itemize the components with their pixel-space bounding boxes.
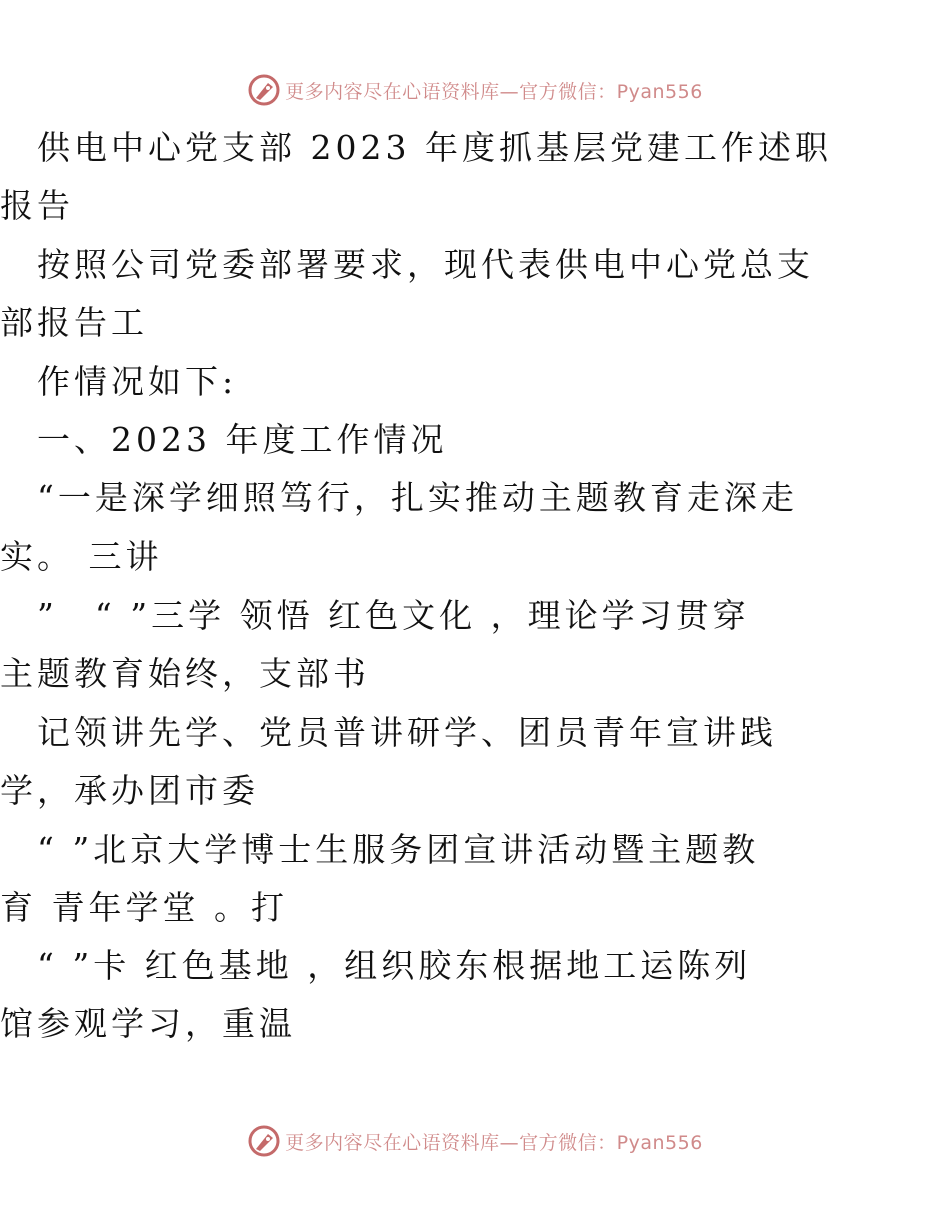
pen-nib-logo-icon [247, 1124, 281, 1158]
paragraph-line: 学，承办团市委 [0, 771, 259, 810]
pen-nib-logo-icon [247, 73, 281, 107]
paragraph-line: “ ”北京大学博士生服务团宣讲活动暨主题教 [0, 830, 760, 869]
header-watermark [0, 70, 950, 110]
paragraph-line: 部报告工 [0, 303, 148, 342]
title-line-1: 供电中心党支部 2023 年度抓基层党建工作述职 [0, 128, 832, 167]
paragraph-line: 记领讲先学、党员普讲研学、团员青年宣讲践 [0, 713, 777, 752]
paragraph-line: 育 青年学堂 。打 [0, 888, 288, 927]
watermark-text: 更多内容尽在心语资料库—官方微信：Pyan556 [285, 1131, 703, 1154]
paragraph-line: “ ”卡 红色基地 ，组织胶东根据地工运陈列 [0, 946, 752, 985]
watermark-text: 更多内容尽在心语资料库—官方微信：Pyan556 [285, 80, 703, 103]
title-line-2: 报告 [0, 186, 74, 225]
paragraph-line: 馆参观学习，重温 [0, 1004, 296, 1043]
paragraph-line: 按照公司党委部署要求，现代表供电中心党总支 [0, 245, 814, 284]
footer-watermark [0, 1121, 950, 1161]
paragraph-line: ” “ ”三学 领悟 红色文化 ，理论学习贯穿 [0, 596, 750, 635]
paragraph-line: 主题教育始终，支部书 [0, 654, 370, 693]
paragraph-line: 作情况如下: [0, 362, 238, 401]
paragraph-line: 实。 三讲 [0, 537, 163, 576]
section-heading: 一、2023 年度工作情况 [0, 420, 448, 459]
paragraph-line: “一是深学细照笃行，扎实推动主题教育走深走 [0, 478, 798, 517]
